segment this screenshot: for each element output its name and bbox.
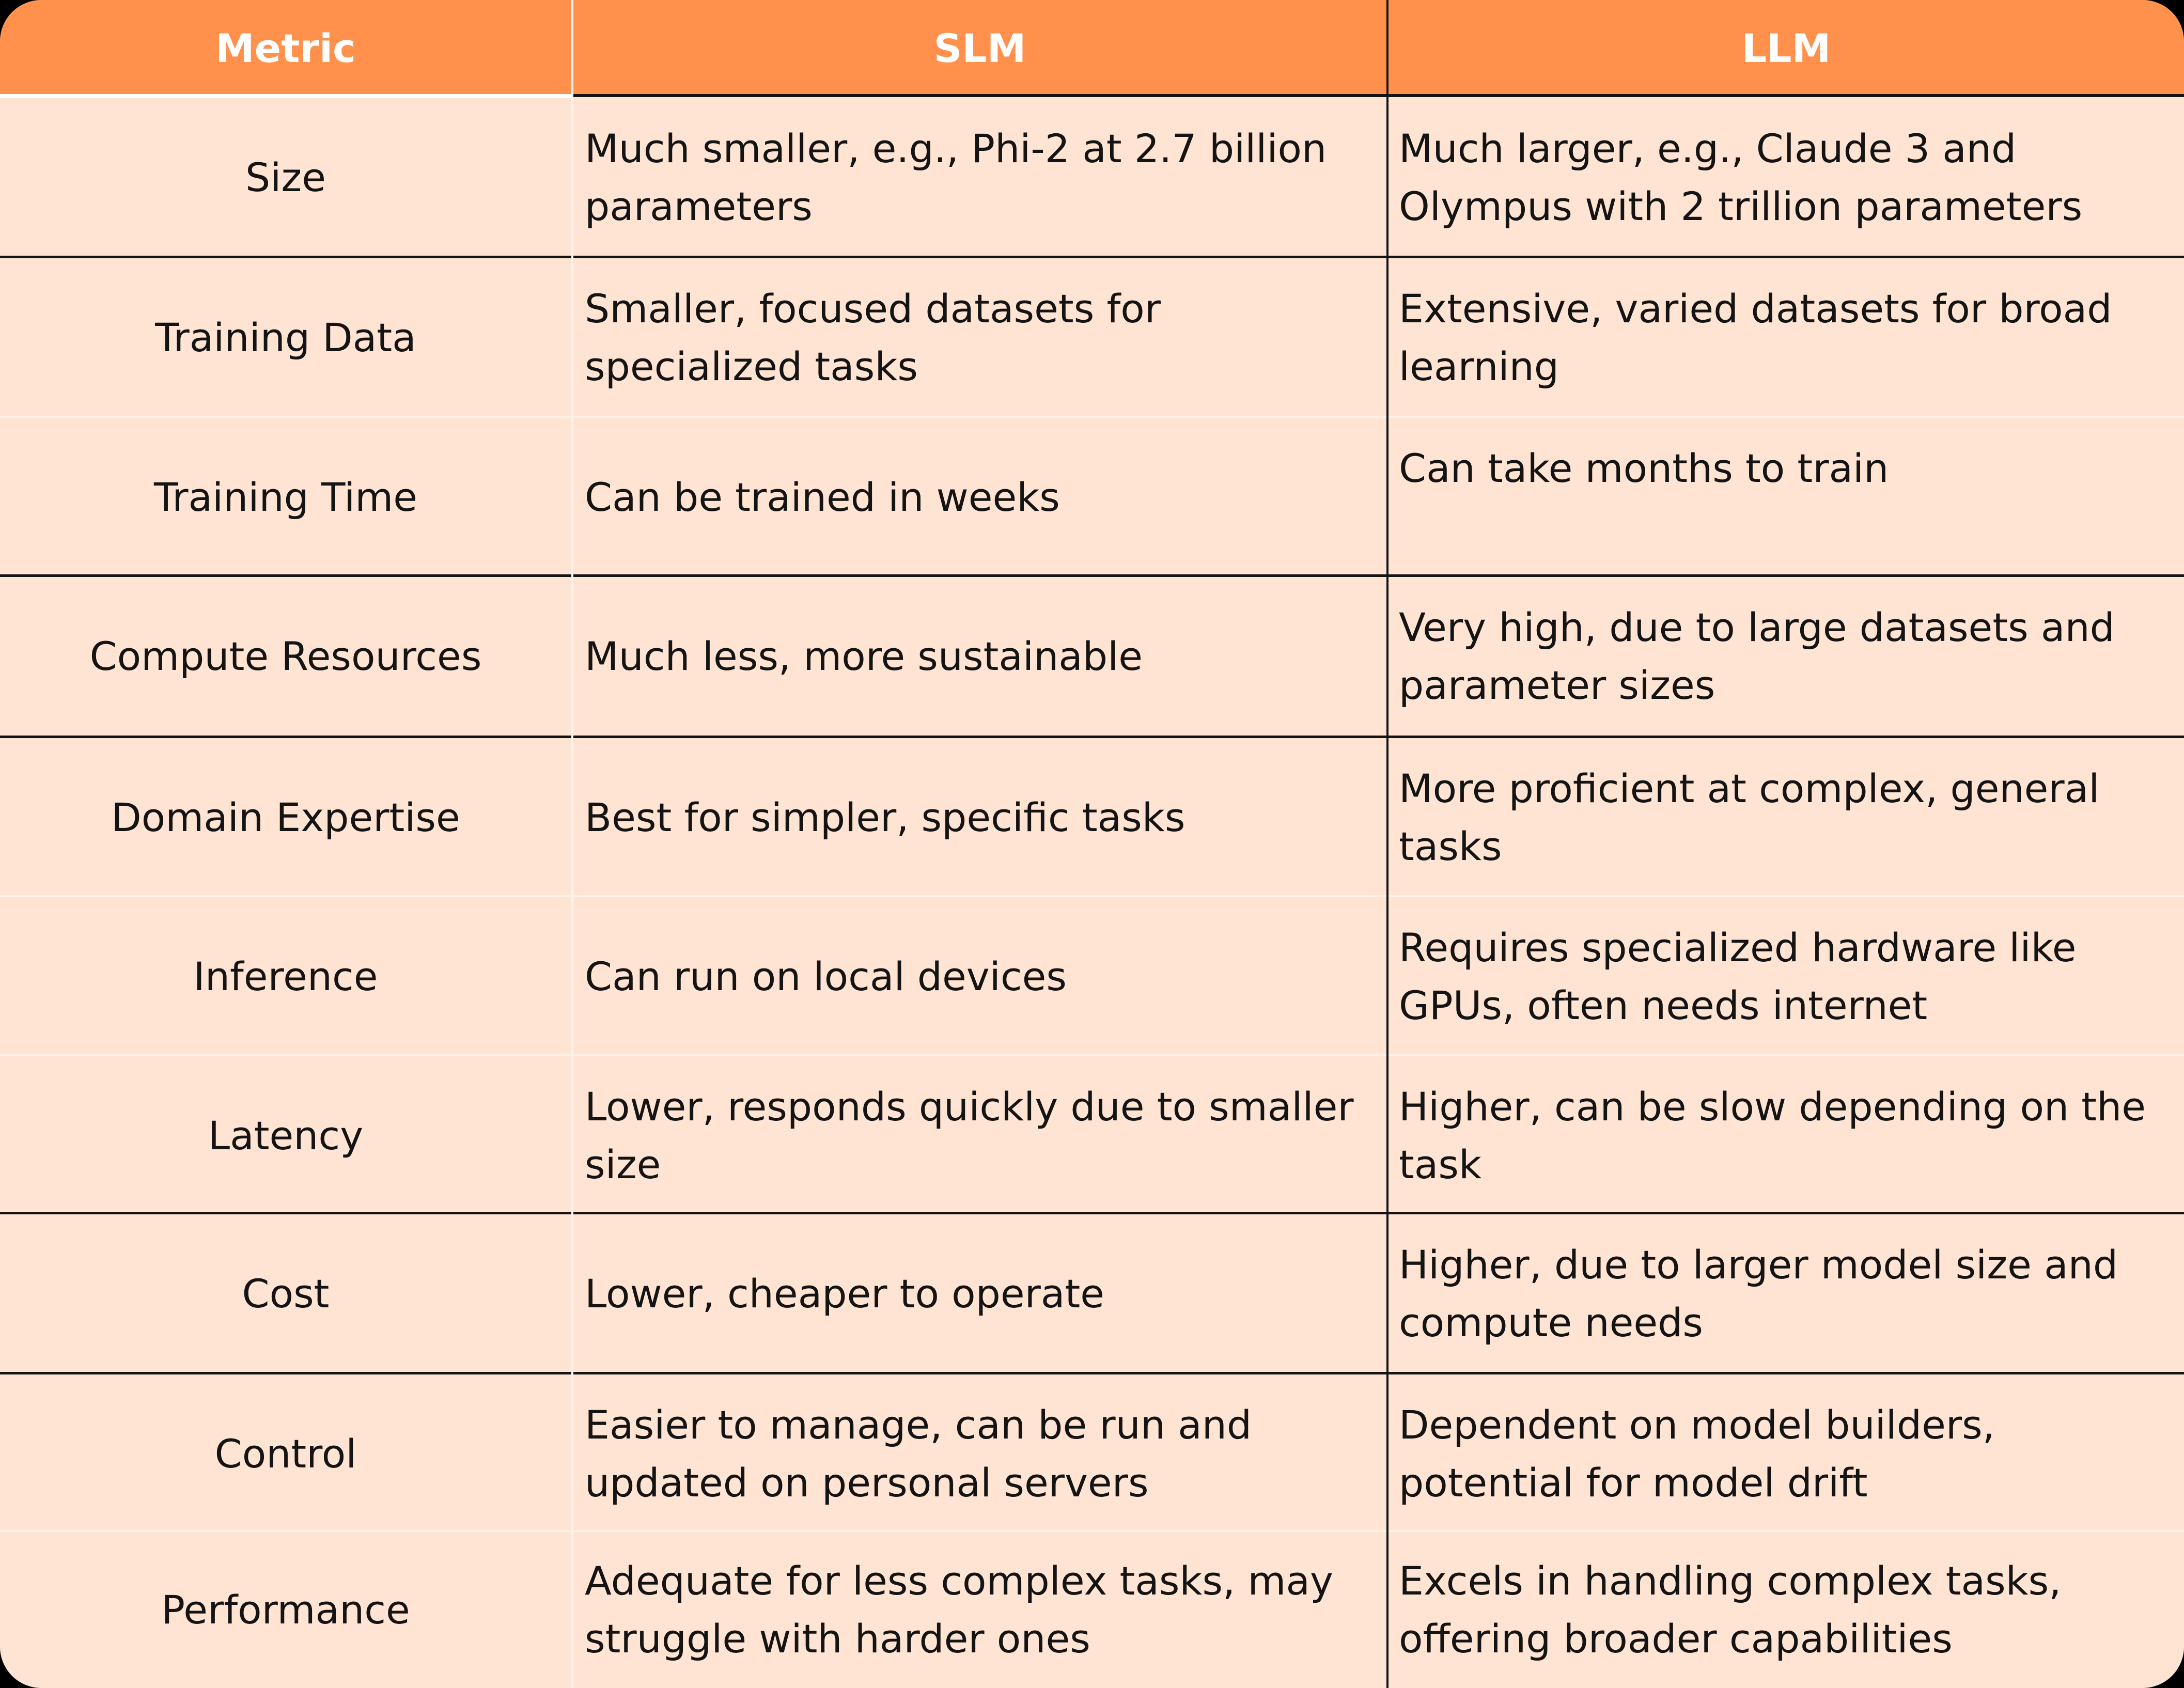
- metric-cell: Latency: [208, 1113, 364, 1159]
- llm-cell: Excels in handling complex tasks, offering broader capabilities: [1399, 1558, 2062, 1662]
- metric-cell: Control: [214, 1431, 357, 1477]
- column-divider: [1386, 0, 1389, 1688]
- table-row: [0, 577, 2184, 736]
- slm-cell: Easier to manage, can be run and updated on personal servers: [585, 1402, 1252, 1506]
- slm-cell: Lower, cheaper to operate: [585, 1271, 1104, 1317]
- metric-cell: Cost: [242, 1271, 330, 1317]
- llm-cell: Dependent on model builders, potential for model drift: [1399, 1402, 1995, 1506]
- header-divider: [571, 94, 2184, 97]
- table-row: [0, 897, 2184, 1056]
- metric-cell: Size: [245, 154, 326, 200]
- llm-cell: Extensive, varied datasets for broad learning: [1399, 286, 2112, 389]
- metric-cell: Performance: [161, 1587, 410, 1633]
- slm-cell: Much smaller, e.g., Phi-2 at 2.7 billion parameters: [585, 126, 1327, 229]
- header-slm: SLM: [933, 25, 1026, 71]
- header-divider: [0, 94, 571, 98]
- table-row: [0, 1056, 2184, 1215]
- table-row: [0, 258, 2184, 417]
- slm-cell: Can run on local devices: [585, 954, 1067, 999]
- slm-cell: Can be trained in weeks: [585, 474, 1060, 520]
- metric-cell: Training Time: [153, 474, 418, 520]
- llm-cell: Very high, due to large datasets and parameter sizes: [1399, 604, 2115, 708]
- slm-cell: Adequate for less complex tasks, may struggle with harder ones: [585, 1558, 1333, 1662]
- table-row: [0, 418, 2184, 577]
- table-row: [0, 738, 2184, 897]
- metric-cell: Compute Resources: [89, 633, 482, 679]
- column-divider: [571, 0, 573, 1688]
- table-row: [0, 1214, 2184, 1373]
- llm-cell: Higher, due to larger model size and compute needs: [1399, 1242, 2118, 1346]
- slm-cell: Much less, more sustainable: [585, 633, 1143, 679]
- table-row: [0, 1532, 2184, 1688]
- llm-cell: Requires specialized hardware like GPUs, often needs internet: [1399, 925, 2077, 1028]
- metric-cell: Inference: [193, 954, 378, 999]
- table-row: [0, 1374, 2184, 1534]
- slm-cell: Lower, responds quickly due to smaller size: [585, 1084, 1354, 1187]
- table-row: [0, 98, 2184, 257]
- llm-cell: Higher, can be slow depending on the task: [1399, 1084, 2146, 1187]
- metric-cell: Domain Expertise: [111, 794, 460, 840]
- header-metric: Metric: [215, 25, 356, 71]
- slm-cell: Best for simpler, specific tasks: [585, 794, 1185, 840]
- metric-cell: Training Data: [155, 315, 416, 361]
- table-header: [0, 0, 2184, 96]
- llm-cell: Can take months to train: [1399, 445, 1889, 491]
- header-llm: LLM: [1741, 25, 1831, 71]
- slm-cell: Smaller, focused datasets for specialized tasks: [585, 286, 1161, 389]
- llm-cell: Much larger, e.g., Claude 3 and Olympus with 2 trillion parameters: [1399, 126, 2083, 229]
- llm-cell: More proficient at complex, general tasks: [1399, 765, 2100, 869]
